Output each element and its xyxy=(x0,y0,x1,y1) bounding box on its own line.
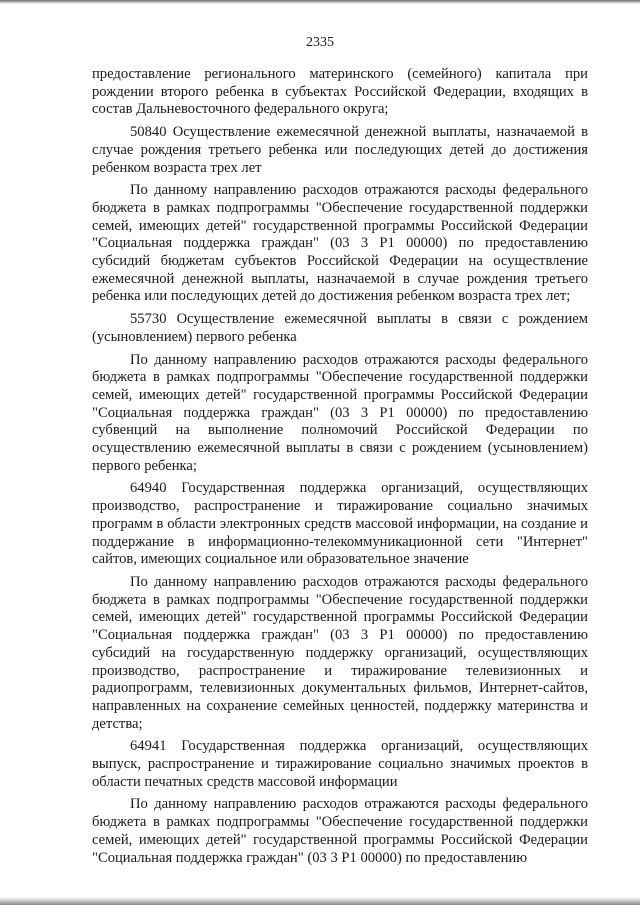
document-body xyxy=(92,66,588,867)
page-number: 2335 xyxy=(306,35,334,50)
scan-top-edge xyxy=(0,0,640,4)
expense-item-55730: 55730 Осуществление ежемесячной выплаты в связи с рождением (усыновлением) первого ребенка xyxy=(92,311,588,345)
paragraph-description: По данному направлению расходов отражаются расходы федерального бюджета в рамках подпрограммы "Обеспечение государственной поддержки семей, имеющих детей" государственной программы Российской Федерации "Социальная поддержка граждан" (03 3 Р1 00000) по предоставлению субвенций на выполнение полномочий Российской Федерации по осуществлению ежемесячной выплаты в связи с рождением (усыновлением) первого ребенка; xyxy=(92,351,588,474)
paragraph-description: По данному направлению расходов отражаются расходы федерального бюджета в рамках подпрограммы "Обеспечение государственной поддержки семей, имеющих детей" государственной программы Российской Федерации "Социальная поддержка граждан" (03 3 Р1 00000) по предоставлению субсидий бюджетам субъектов Российской Федерации на осуществление ежемесячной денежной выплаты, назначаемой в случае рождения третьего ребенка или последующих детей до достижения ребенком возраста трех лет; xyxy=(92,182,588,305)
paragraph-continuation: предоставление регионального материнского (семейного) капитала при рождении второго ребенка в субъектах Российской Федерации, входящих в состав Дальневосточного федерального округа; xyxy=(92,66,588,118)
paragraph-description: По данному направлению расходов отражаются расходы федерального бюджета в рамках подпрограммы "Обеспечение государственной поддержки семей, имеющих детей" государственной программы Российской Федерации "Социальная поддержка граждан" (03 3 Р1 00000) по предоставлению xyxy=(92,796,588,866)
scan-bottom-edge xyxy=(0,897,640,905)
paragraph-description: По данному направлению расходов отражаются расходы федерального бюджета в рамках подпрограммы "Обеспечение государственной поддержки семей, имеющих детей" государственной программы Российской Федерации "Социальная поддержка граждан" (03 3 Р1 00000) по предоставлению субсидий на государственную поддержку организаций, осуществляющих производство, распространение и тиражирование телевизионных и радиопрограмм, телевизионных документальных фильмов, Интернет-сайтов, направленных на сохранение семейных ценностей, поддержку материнства и детства; xyxy=(92,573,588,732)
expense-item-50840: 50840 Осуществление ежемесячной денежной выплаты, назначаемой в случае рождения третьего ребенка или последующих детей до достижения ребенком возраста трех лет xyxy=(92,124,588,176)
expense-item-64941: 64941 Государственная поддержка организаций, осуществляющих выпуск, распространение и тиражирование социально значимых проектов в области печатных средств массовой информации xyxy=(92,738,588,790)
expense-item-64940: 64940 Государственная поддержка организаций, осуществляющих производство, распространение и тиражирование социально значимых программ в области электронных средств массовой информации, на создание и поддержание в информационно-телекоммуникационной сети "Интернет" сайтов, имеющих социальное или образовательное значение xyxy=(92,480,588,568)
